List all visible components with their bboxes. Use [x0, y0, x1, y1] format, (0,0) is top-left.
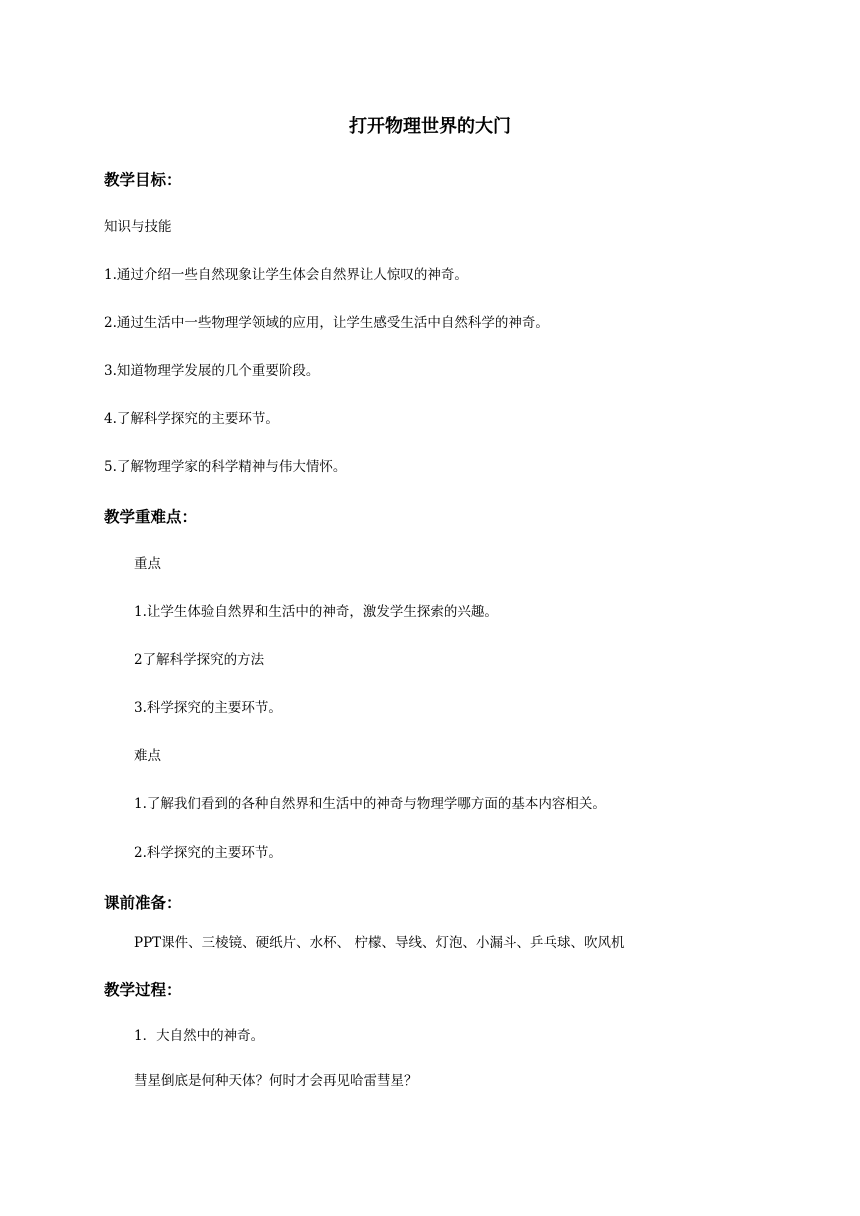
key-item: 3.科学探究的主要环节。	[134, 700, 282, 716]
objective-item: 3.知道物理学发展的几个重要阶段。	[104, 363, 320, 379]
preparation-text: PPT课件、三棱镜、硬纸片、水杯、 柠檬、导线、灯泡、小漏斗、乒乓球、吹风机	[134, 935, 625, 951]
objectives-heading: 教学目标：	[104, 171, 182, 189]
objective-item: 2.通过生活中一些物理学领域的应用，让学生感受生活中自然科学的神奇。	[104, 315, 549, 331]
key-points-heading: 教学重难点：	[104, 508, 198, 526]
difficult-item: 2.科学探究的主要环节。	[134, 845, 282, 861]
document-title: 打开物理世界的大门	[349, 116, 511, 137]
difficult-item: 1.了解我们看到的各种自然界和生活中的神奇与物理学哪方面的基本内容相关。	[134, 796, 606, 812]
process-question: 彗星倒底是何种天体？何时才会再见哈雷彗星？	[134, 1073, 418, 1089]
process-heading: 教学过程：	[104, 981, 182, 999]
key-label: 重点	[134, 556, 161, 572]
key-item: 2了解科学探究的方法	[134, 652, 265, 668]
objective-item: 1.通过介绍一些自然现象让学生体会自然界让人惊叹的神奇。	[104, 267, 468, 283]
process-step: 1．大自然中的神奇。	[134, 1028, 265, 1044]
difficult-label: 难点	[134, 748, 161, 764]
objective-item: 5.了解物理学家的科学精神与伟大情怀。	[104, 459, 347, 475]
preparation-heading: 课前准备：	[104, 894, 182, 912]
key-item: 1.让学生体验自然界和生活中的神奇，激发学生探索的兴趣。	[134, 604, 498, 620]
objectives-subheading: 知识与技能	[104, 219, 172, 235]
objective-item: 4.了解科学探究的主要环节。	[104, 411, 279, 427]
